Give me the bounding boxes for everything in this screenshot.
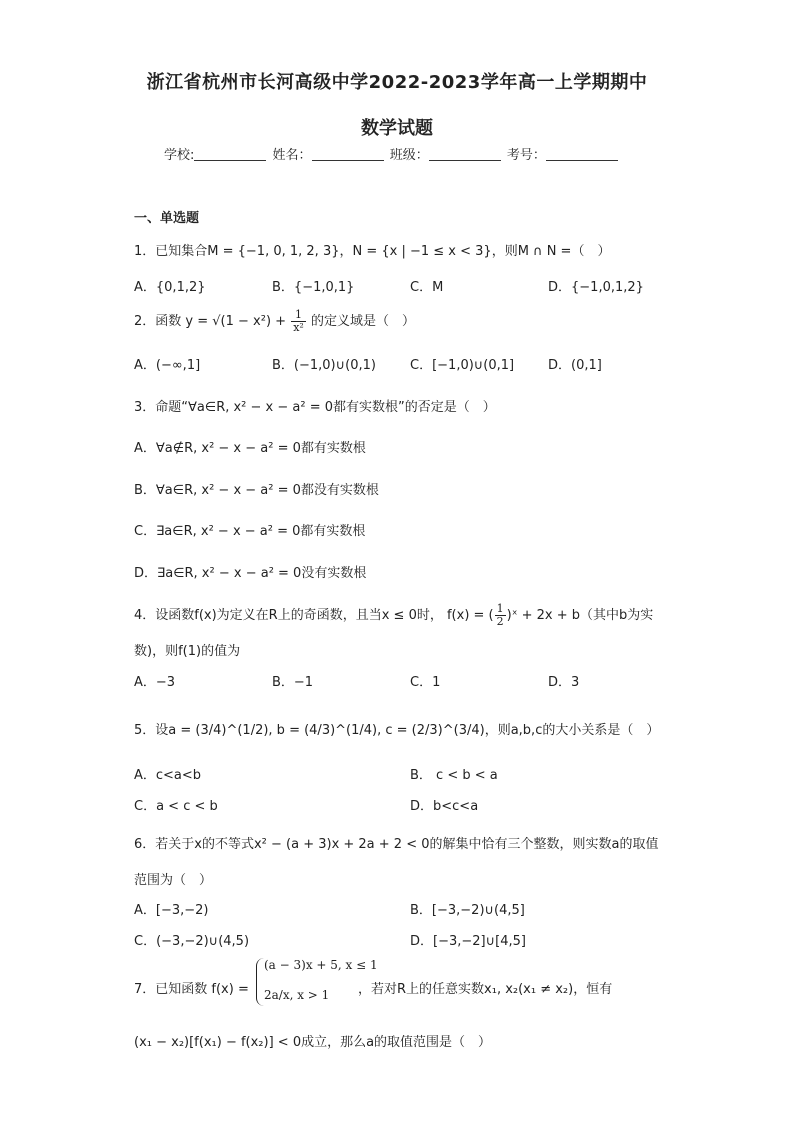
q7-piece-1: (a − 3)x + 5, x ≤ 1 [264, 958, 378, 972]
q2-option-d[interactable]: D．(0,1] [548, 358, 602, 373]
q5-option-b[interactable]: B． c < b < a [410, 768, 498, 783]
q2-stem-pre: 2．函数 y = √(1 − x²) + [134, 314, 287, 329]
question-7-stem-post: ，若对R上的任意实数x₁, x₂(x₁ ≠ x₂)，恒有 [358, 982, 613, 997]
question-3-stem: 3．命题“∀a∈R, x² − x − a² = 0都有实数根”的否定是（ ） [134, 400, 496, 415]
q4-option-a[interactable]: A．−3 [134, 675, 176, 690]
question-1-stem: 1．已知集合M = {−1, 0, 1, 2, 3}，N = {x | −1 ≤ x < 3}，则M ∩ N =（ ） [134, 244, 611, 259]
name-label: 姓名： [272, 148, 312, 163]
q1-option-a[interactable]: A．{0,1,2} [134, 280, 206, 295]
q4-frac-den: 2 [496, 615, 504, 628]
id-blank[interactable] [546, 148, 618, 161]
q6-option-a[interactable]: A．[−3,−2) [134, 903, 209, 918]
q4-option-c[interactable]: C．1 [410, 675, 441, 690]
class-blank[interactable] [429, 148, 501, 161]
q1-option-c[interactable]: C．M [410, 280, 444, 295]
question-4-stem-line2: 数)，则f(1)的值为 [134, 644, 241, 659]
q4-stem-post: )ˣ + 2x + b（其中b为实 [506, 608, 654, 623]
question-7-stem-pre: 7．已知函数 f(x) = [134, 982, 249, 997]
q2-option-a[interactable]: A．(−∞,1] [134, 358, 201, 373]
name-blank[interactable] [312, 148, 384, 161]
q3-option-a[interactable]: A．∀a∉R, x² − x − a² = 0都有实数根 [134, 441, 366, 456]
q3-option-b[interactable]: B．∀a∈R, x² − x − a² = 0都没有实数根 [134, 483, 379, 498]
question-2-stem [134, 309, 415, 334]
question-4-stem-line1 [134, 603, 653, 628]
q5-option-d[interactable]: D．b<c<a [410, 799, 479, 814]
question-6-stem-line2: 范围为（ ） [134, 873, 213, 888]
q6-option-d[interactable]: D．[−3,−2]∪[4,5] [410, 934, 526, 949]
q2-frac-num: 1 [291, 309, 306, 322]
q4-frac-num: 1 [496, 602, 504, 615]
question-5-stem: 5．设a = (3/4)^(1/2), b = (4/3)^(1/4), c = (2/3)^(3/4)，则a,b,c的大小关系是（ ） [134, 723, 660, 738]
q4-fraction [495, 603, 506, 628]
q7-piece-2: 2a/x, x > 1 [264, 988, 330, 1002]
q2-fraction [291, 309, 306, 334]
q1-option-b[interactable]: B．{−1,0,1} [272, 280, 355, 295]
section-title: 一、单选题 [134, 211, 200, 226]
q2-frac-den: x² [293, 321, 304, 334]
question-6-stem-line1: 6．若关于x的不等式x² − (a + 3)x + 2a + 2 < 0的解集中恰有三个整数，则实数a的取值 [134, 837, 659, 852]
q5-option-a[interactable]: A．c<a<b [134, 768, 202, 783]
q2-stem-post: 的定义域是（ ） [310, 314, 415, 329]
q6-option-b[interactable]: B．[−3,−2)∪(4,5] [410, 903, 525, 918]
q3-option-c[interactable]: C．∃a∈R, x² − x − a² = 0都有实数根 [134, 524, 366, 539]
q3-option-d[interactable]: D．∃a∈R, x² − x − a² = 0没有实数根 [134, 566, 367, 581]
student-info-row [164, 144, 620, 163]
q2-option-b[interactable]: B．(−1,0)∪(0,1) [272, 358, 376, 373]
q6-option-c[interactable]: C．(−3,−2)∪(4,5) [134, 934, 250, 949]
q4-option-b[interactable]: B．−1 [272, 675, 314, 690]
q4-option-d[interactable]: D．3 [548, 675, 580, 690]
exam-title: 浙江省杭州市长河高级中学2022-2023学年高一上学期期中 [146, 72, 648, 93]
question-7-stem-line2: (x₁ − x₂)[f(x₁) − f(x₂)] < 0成立，那么a的取值范围是（ ） [134, 1035, 492, 1050]
class-label: 班级： [389, 148, 429, 163]
q2-option-c[interactable]: C．[−1,0)∪(0,1] [410, 358, 515, 373]
exam-subject: 数学试题 [361, 118, 433, 139]
q4-stem-pre: 4．设函数f(x)为定义在R上的奇函数，且当x ≤ 0时， f(x) = ( [134, 608, 494, 623]
q5-option-c[interactable]: C．a < c < b [134, 799, 218, 814]
q1-option-d[interactable]: D．{−1,0,1,2} [548, 280, 644, 295]
school-blank[interactable] [194, 148, 266, 161]
id-label: 考号： [506, 148, 546, 163]
school-label: 学校: [164, 148, 195, 163]
